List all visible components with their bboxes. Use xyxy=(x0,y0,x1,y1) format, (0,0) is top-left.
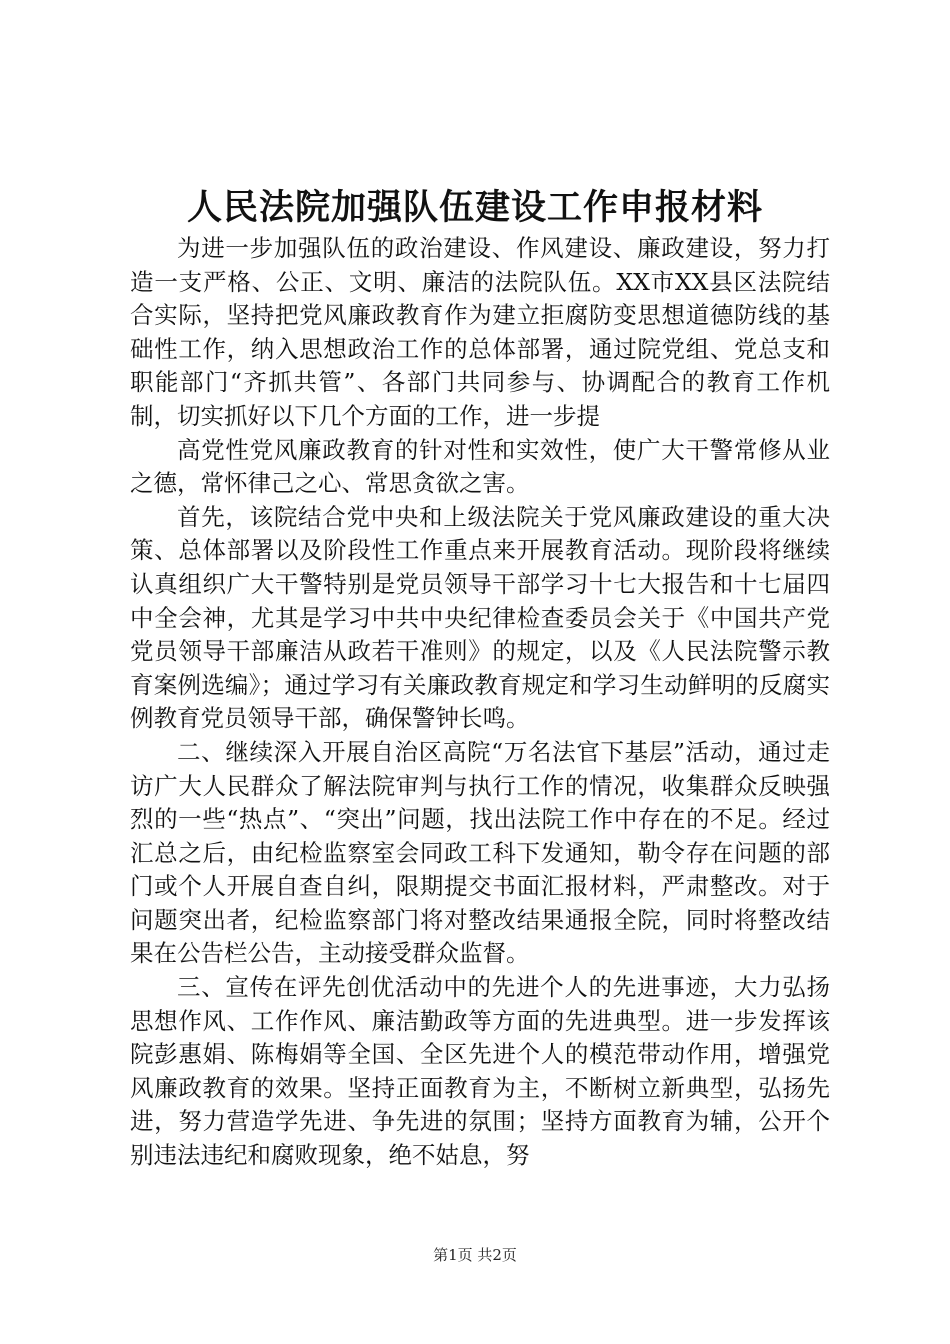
document-body xyxy=(130,232,830,1173)
document-title: 人民法院加强队伍建设工作申报材料 xyxy=(186,187,763,228)
paragraph-intro: 为进一步加强队伍的政治建设、作风建设、廉政建设，努力打造一支严格、公正、文明、廉洁的法院队伍。XX市XX县区法院结合实际，坚持把党风廉政教育作为建立拒腐防变思想道德防线的基础性工作，纳入思想政治工作的总体部署，通过院党组、党总支和职能部门“齐抓共管”、各部门共同参与、协调配合的教育工作机制，切实抓好以下几个方面的工作，进一步提 xyxy=(130,234,830,430)
paragraph-first: 首先，该院结合党中央和上级法院关于党风廉政建设的重大决策、总体部署以及阶段性工作重点来开展教育活动。现阶段将继续认真组织广大干警特别是党员领导干部学习十七大报告和十七届四中全会神，尤其是学习中共中央纪律检查委员会关于《中国共产党党员领导干部廉洁从政若干准则》的规定，以及《人民法院警示教育案例选编》；通过学习有关廉政教育规定和学习生动鲜明的反腐实例教育党员领导干部，确保警钟长鸣。 xyxy=(130,502,830,733)
paragraph-second: 二、继续深入开展自治区高院“万名法官下基层”活动，通过走访广大人民群众了解法院审判与执行工作的情况，收集群众反映强烈的一些“热点”、“突出”问题，找出法院工作中存在的不足。经过汇总之后，由纪检监察室会同政工科下发通知，勒令存在问题的部门或个人开展自查自纠，限期提交书面汇报材料，严肃整改。对于问题突出者，纪检监察部门将对整改结果通报全院，同时将整改结果在公告栏公告，主动接受群众监督。 xyxy=(130,737,830,968)
paragraph-third: 三、宣传在评先创优活动中的先进个人的先进事迹，大力弘扬思想作风、工作作风、廉洁勤政等方面的先进典型。进一步发挥该院彭惠娟、陈梅娟等全国、全区先进个人的模范带动作用，增强党风廉政教育的效果。坚持正面教育为主，不断树立新典型，弘扬先进，努力营造学先进、争先进的氛围；坚持方面教育为辅，公开个别违法违纪和腐败现象，绝不姑息，努 xyxy=(130,973,830,1170)
page-number-footer: 第1页 共2页 xyxy=(433,1246,517,1264)
paragraph-continuation: 高党性党风廉政教育的针对性和实效性，使广大干警常修从业之德，常怀律己之心、常思贪欲之害。 xyxy=(130,435,830,498)
